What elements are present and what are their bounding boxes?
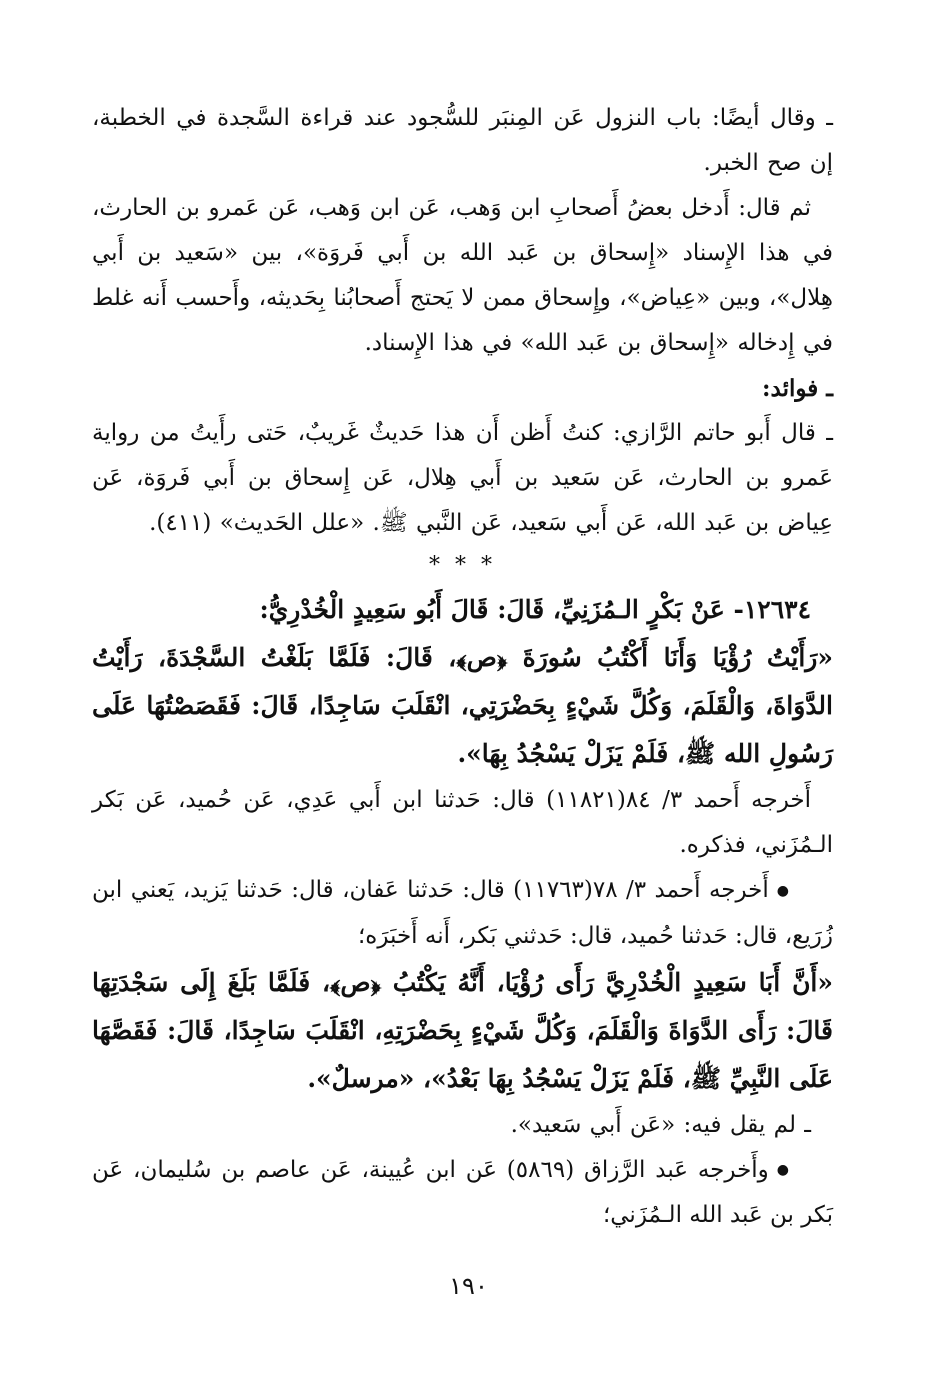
- bullet-text: وأَخرجه عَبد الرَّزاق (٥٨٦٩) عَن ابن عُيينة، عَن عاصم بن سُليمان، عَن بَكر بن عَبد الله الـمُزَني؛: [92, 1156, 833, 1228]
- paragraph-bab-nuzul: ـ وقال أيضًا: باب النزول عَن المِنبَر للسُّجود عند قراءة السَّجدة في الخطبة، إن صح الخبر.: [92, 105, 833, 176]
- hadith-matn: «رَأَيْتُ رُؤْيَا وَأَنَا أَكْتُبُ سُورَةَ ﴿ص﴾، قَالَ: فَلَمَّا بَلَغْتُ السَّجْدَةَ، رَأَيْتُ الدَّوَاةَ، وَالْقَلَمَ، وَكُلَّ شَيْءٍ بِحَضْرَتِي، انْقَلَبَ سَاجِدًا، قَالَ: فَقَصَصْتُهَا عَلَى رَسُولِ الله ﷺ، فَلَمْ يَزَلْ يَسْجُدُ بِهَا».: [92, 643, 833, 768]
- heading-fawaid: ـ فوائد:: [762, 375, 833, 402]
- hadith-matn-mursal: «أَنَّ أَبَا سَعِيدٍ الْخُدْرِيَّ رَأَى رُؤْيَا، أَنَّهُ يَكْتُبُ ﴿ص﴾، فَلَمَّا بَلَغَ إِلَى سَجْدَتِهَا قَالَ: رَأَى الدَّوَاةَ وَالْقَلَمَ، وَكُلَّ شَيْءٍ بِحَضْرَتِهِ، انْقَلَبَ سَاجِدًا، قَالَ: فَقَصَّهَا عَلَى النَّبِيِّ ﷺ، فَلَمْ يَزَلْ يَسْجُدُ بِهَا بَعْدُ»، «مرسلٌ».: [92, 967, 833, 1093]
- section-separator: * * *: [429, 553, 496, 578]
- paragraph-abu-hatim: ـ قال أَبو حاتم الرَّازي: كنتُ أَظن أَن هذا حَديثٌ غَريبٌ، حَتى رأَيتُ من رواية عَمرو بن الحارث، عَن سَعيد بن أَبي هِلال، عَن إِسحاق بن أَبي فَروَة، عَن عِياض بن عَبد الله، عَن أَبي سَعيد، عَن النَّبي ﷺ. «علل الحَديث» (٤١١).: [92, 420, 833, 536]
- bullet-item-ahmad-2: [92, 868, 833, 959]
- paragraph-isnad-note: ثم قال: أَدخل بعضُ أَصحابِ ابن وَهب، عَن ابن وَهب، عَن عَمرو بن الحارث، في هذا الإِسناد «إِسحاق بن عَبد الله بن أَبي فَروَة»، بين «سَعيد بن أَبي هِلال»، وبين «عِياض»، وإِسحاق ممن لا يَحتج أَصحابُنا بِحَديثه، وأَحسب أَنه غلط في إِدخاله «إِسحاق بن عَبد الله» في هذا الإِسناد.: [92, 195, 833, 356]
- page-number: ١٩٠: [449, 1272, 488, 1300]
- bullet-text: أَخرجه أَحمد ٣/ ٧٨(١١٧٦٣) قال: حَدثنا عَفان، قال: حَدثنا يَزيد، يَعني ابن زُرَيع، قال: حَدثنا حُميد، قال: حَدثني بَكر، أَنه أَخبَرَه؛: [92, 877, 833, 949]
- paragraph-note-mursal: ـ لم يقل فيه: «عَن أَبي سَعيد».: [510, 1111, 811, 1138]
- paragraph-takhrij-ahmad: أَخرجه أَحمد ٣/ ٨٤(١١٨٢١) قال: حَدثنا ابن أَبي عَدِي، عَن حُميد، عَن بَكر الـمُزَني، فذكره.: [92, 787, 833, 858]
- bullet-icon: ●: [776, 882, 790, 899]
- hadith-number-heading: ١٢٦٣٤- عَنْ بَكْرٍ الـمُزَنِيِّ، قَالَ: قَالَ أَبُو سَعِيدٍ الْخُدْرِيُّ:: [259, 595, 811, 624]
- bullet-item-abdurrazzaq: [92, 1148, 833, 1239]
- document-page: [92, 96, 833, 1238]
- bullet-icon: ●: [776, 1162, 790, 1178]
